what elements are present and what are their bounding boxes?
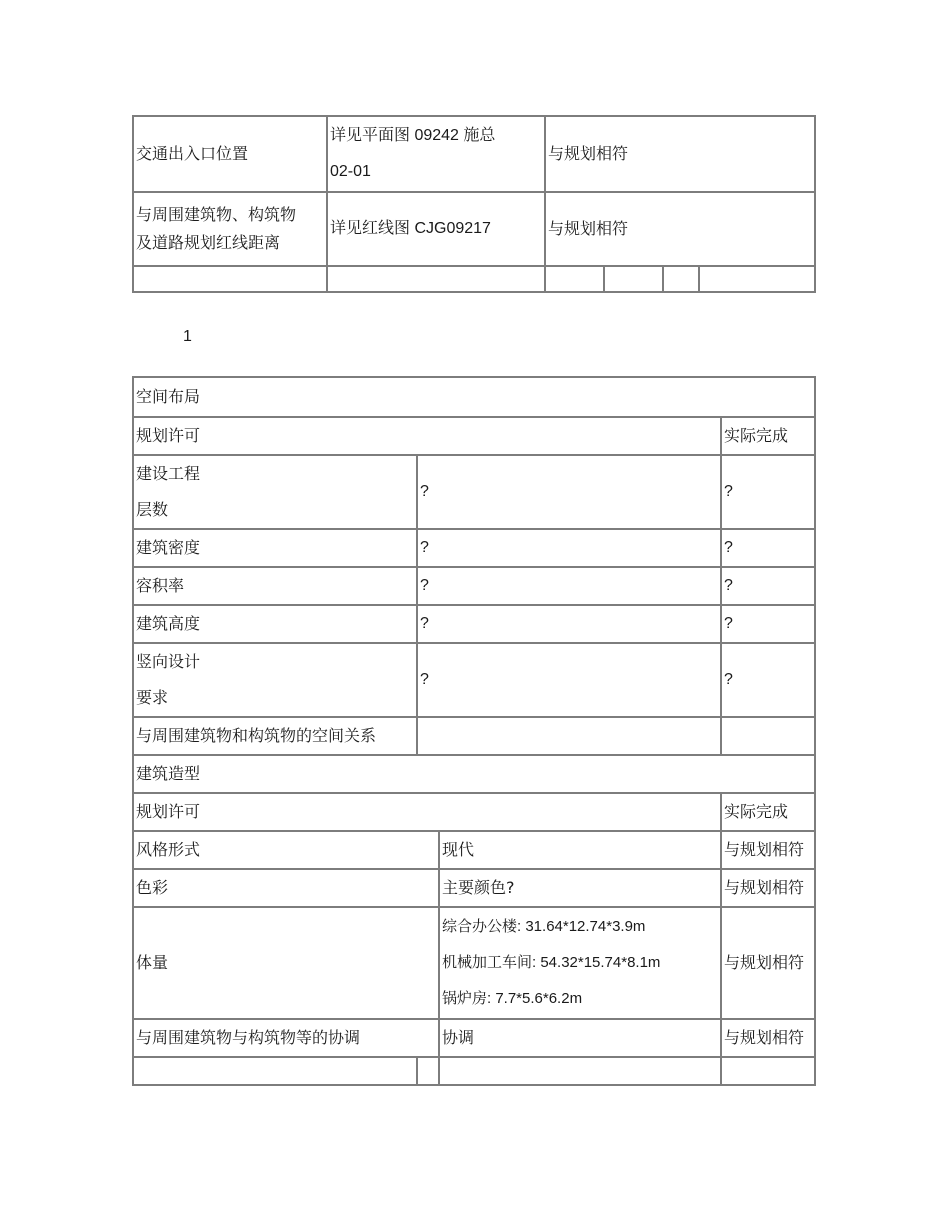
table-header-row [134,416,814,454]
header-permit [134,794,720,830]
cell-text: 与规划相符 [548,219,629,238]
cell-text: ? [420,577,429,594]
cell-text: 交通出入口位置 [136,144,249,163]
cell-text: ? [724,539,733,556]
table-row [134,642,814,716]
table-row [134,1056,814,1084]
cell-text: 锅炉房: 7.7*5.6*6.2m [442,990,583,1007]
table-cell-actual [720,1020,814,1056]
table-cell-result [544,117,814,191]
table-cell-value [416,606,720,642]
table-cell-label [134,606,416,642]
table-cell-empty [416,1058,438,1084]
cell-text: 层数 [136,500,169,519]
cell-text: 体量 [136,953,169,972]
table-cell-label [134,456,416,528]
cell-text: 现代 [442,840,475,859]
cell-text: 02-01 [330,163,371,180]
cell-text: 综合办公楼: 31.64*12.74*3.9m [442,918,646,935]
table-cell-label [134,1020,438,1056]
table-1 [132,115,816,293]
table-cell-label [134,117,326,191]
table-row [134,566,814,604]
table-cell-value [416,530,720,566]
section-header-row [134,754,814,792]
table-cell-value [416,456,720,528]
table-cell-actual [720,870,814,906]
table-cell-actual [720,908,814,1018]
table-cell-actual [720,568,814,604]
header-permit [134,418,720,454]
cell-text: ? [420,483,429,500]
table-cell-empty [134,1058,416,1084]
table-cell-label [134,193,326,265]
cell-text: 与规划相符 [548,144,629,163]
header-actual [720,418,814,454]
cell-text: ? [724,615,733,632]
cell-text: 规划许可 [136,802,201,821]
table-cell-empty [544,267,603,291]
table-header-row [134,792,814,830]
table-cell-result [544,193,814,265]
table-cell-label [134,568,416,604]
table-cell-ref [326,117,544,191]
cell-text: 实际完成 [724,802,789,821]
table-cell-value [416,718,720,754]
table-row [134,868,814,906]
cell-text: 要求 [136,688,169,707]
cell-text: ? [724,483,733,500]
cell-text: 色彩 [136,878,169,897]
table-row [134,528,814,566]
page-number: 1 [183,328,192,345]
cell-text: 风格形式 [136,840,201,859]
table-cell-value [438,908,720,1018]
table-row [134,716,814,754]
cell-text: 主要颜色? [442,878,515,897]
cell-text: 及道路规划红线距离 [136,233,281,252]
cell-text: 协调 [442,1028,475,1047]
table-cell-actual [720,456,814,528]
header-actual [720,794,814,830]
table-cell-label [134,644,416,716]
table-cell-value [438,1020,720,1056]
cell-text: ? [420,539,429,556]
cell-text: ? [724,671,733,688]
table-cell-empty [326,267,544,291]
table-row [134,191,814,265]
table-cell-empty [698,267,814,291]
section-title [134,378,814,416]
cell-text: 建设工程 [136,464,201,483]
cell-text: 机械加工车间: 54.32*15.74*8.1m [442,954,661,971]
table-row [134,454,814,528]
table-cell-empty [603,267,662,291]
table-cell-value [438,870,720,906]
cell-text: 空间布局 [136,387,201,406]
table-cell-label [134,832,438,868]
table-cell-actual [720,530,814,566]
cell-text: 竖向设计 [136,652,201,671]
table-cell-actual [720,832,814,868]
table-row [134,830,814,868]
cell-text: ? [420,671,429,688]
cell-text: 建筑造型 [136,764,201,783]
cell-text: ? [420,615,429,632]
table-cell-value [416,568,720,604]
cell-text: 与规划相符 [724,878,805,897]
table-row [134,117,814,191]
table-row [134,906,814,1018]
table-row [134,265,814,291]
table-cell-actual [720,606,814,642]
table-cell-label [134,718,416,754]
table-cell-value [416,644,720,716]
cell-text: 与周围建筑物、构筑物 [136,205,297,224]
table-cell-label [134,530,416,566]
table-cell-empty [720,1058,814,1084]
cell-text: 与规划相符 [724,1028,805,1047]
table-cell-empty [134,267,326,291]
cell-text: 详见红线图 CJG09217 [330,220,491,237]
section-header-row [134,378,814,416]
cell-text: 实际完成 [724,426,789,445]
table-2 [132,376,816,1086]
cell-text: 与规划相符 [724,840,805,859]
cell-text: 与周围建筑物与构筑物等的协调 [136,1028,361,1047]
table-cell-label [134,908,438,1018]
table-row [134,1018,814,1056]
table-row [134,604,814,642]
table-cell-label [134,870,438,906]
table-cell-actual [720,718,814,754]
section-title [134,756,814,792]
table-cell-actual [720,644,814,716]
cell-text: 容积率 [136,576,185,595]
cell-text: 规划许可 [136,426,201,445]
cell-text: ? [724,577,733,594]
table-cell-ref [326,193,544,265]
cell-text: 详见平面图 09242 施总 [330,127,496,144]
table-cell-empty [438,1058,720,1084]
table-cell-empty [662,267,698,291]
table-cell-value [438,832,720,868]
cell-text: 与周围建筑物和构筑物的空间关系 [136,726,377,745]
cell-text: 建筑密度 [136,538,201,557]
cell-text: 建筑高度 [136,614,201,633]
cell-text: 与规划相符 [724,953,805,972]
